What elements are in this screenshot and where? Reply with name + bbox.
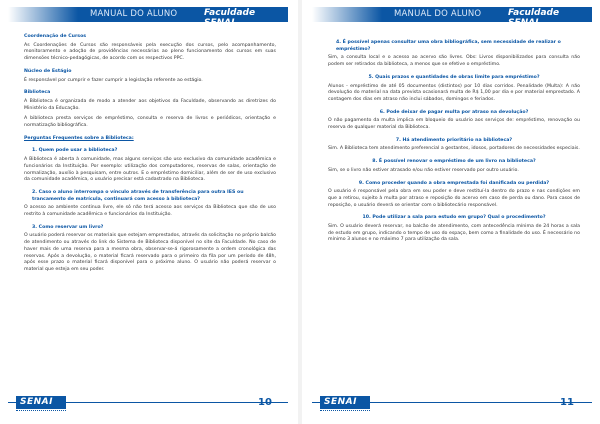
paragraph: Sim, se o livro não estiver atrasado e/ou não estiver reservado por outro usuário. <box>328 167 519 173</box>
page-content <box>24 34 276 278</box>
header-gradient <box>312 7 382 22</box>
paragraph: Sim. A Biblioteca tem atendimento preferencial a gestantes, idosos, portadores de necessidades especiais. <box>328 146 580 152</box>
paragraph: É responsável por cumprir e fazer cumprir a legislação referente ao estágio. <box>24 77 203 83</box>
senai-logo-underline <box>16 410 66 414</box>
header-manual-title: MANUAL DO ALUNO <box>90 9 178 19</box>
paragraph: O usuário é responsável pela obra em seu poder e deve restituí-la dentro do prazo e nas condições em que a retirou, sujeito à multa por atraso e reposição do acervo em caso de perda ou dano. Para casos de reposição, o usuário deverá se orientar com o bibliotecário responsável. <box>328 189 580 208</box>
page-content <box>328 34 580 248</box>
senai-logo <box>320 396 370 409</box>
page-header <box>8 7 288 28</box>
senai-logo-underline <box>320 410 370 414</box>
section-heading: Biblioteca <box>24 90 51 96</box>
paragraph: O não pagamento da multa implica em bloqueio do usuário aos serviços de: empréstimo, renovação ou reserva de qualquer material da Biblioteca. <box>328 118 580 131</box>
header-manual-title: MANUAL DO ALUNO <box>394 9 482 19</box>
senai-logo <box>16 396 66 409</box>
faq-question: 6. Pode deixar de pagar multa por atraso na devolução? <box>379 109 529 115</box>
section-heading: Coordenação de Cursos <box>24 34 87 39</box>
page-header <box>312 7 592 28</box>
faq-question: 3. Como reservar um livro? <box>32 224 104 230</box>
page-number: 11 <box>560 397 574 408</box>
faq-question: 9. Como proceder quando a obra emprestada foi danificada ou perdida? <box>358 180 550 186</box>
paragraph: Sim, a consulta local e o acesso ao acervo são livres. Obs: Livros disponibilizados para consulta não podem ser retirados da biblioteca, a menos que se efetive o empréstimo. <box>328 55 580 68</box>
paragraph: Alunos - empréstimo de até 05 documentos (distintos) por 10 dias corridos. Penalidade (Multa): A não devolução do material na data prevista ocasionará multa de R$ 1,00 por dia e por material emprestado. A contagem dos dias em atraso não inclui sábados, domingos e feriados. <box>328 83 580 102</box>
page-number: 10 <box>258 397 272 408</box>
page-10 <box>8 0 288 424</box>
page-11 <box>312 0 592 424</box>
senai-logo-text: SENAI <box>324 397 357 407</box>
paragraph: O usuário poderá reservar os materiais que estejam emprestados, através da solicitação no próprio balcão de atendimento ou através do link do Sistema de Biblioteca disponível no site da Faculdade. No caso de haver mais de uma reserva para a mesma obra, observar-se-á rigorosamente a ordem cronológica das reservas. Após a devolução, o material ficará reservado para o primeiro da fila por um período de 48h, após esse prazo o material ficará disponível para o próximo aluno. O usuário não poderá reservar o material que esteja em seu poder. <box>24 233 276 272</box>
header-faculdade-logo: Faculdade SENAI <box>204 8 256 28</box>
faq-question: 4. É possível apenas consultar uma obra bibliográfica, sem necessidade de realizar o empréstimo? <box>336 40 561 52</box>
paragraph: Sim. O usuário deverá reservar, no balcão de atendimento, com antecedência mínima de 24 horas a sala de estudo em grupo, indicando o tempo de uso do espaço, bem como a finalidade do uso. É necessário no mínimo 3 alunos e no máximo 7 para utilização da sala. <box>328 224 580 243</box>
senai-logo-text: SENAI <box>20 397 53 407</box>
header-gradient <box>8 7 78 22</box>
paragraph: A Biblioteca é organizada de modo a atender aos objetivos da Faculdade, observando as diretrizes do Ministério da Educação. <box>24 98 276 111</box>
faq-question: 1. Quem pode usar a biblioteca? <box>32 148 118 154</box>
faq-link[interactable]: Perguntas Frequentes sobre a Biblioteca: <box>24 135 134 141</box>
section-heading: Núcleo de Estágio <box>24 68 72 74</box>
page-gutter <box>298 0 302 424</box>
paragraph: A biblioteca presta serviços de empréstimo, consulta e reserva de livros e periódicos, orientação e normatização bibliográfica. <box>24 116 276 129</box>
page-footer <box>8 394 288 416</box>
paragraph: As Coordenações de Cursos são responsáveis pela execução dos cursos, pelo acompanhamento, monitoramento e adoção de providências necessárias ao pleno funcionamento dos cursos em suas dimensões técnico-pedagógicas, de acordo com os respectivos PPC. <box>24 42 276 62</box>
faq-question: 10. Pode utilizar a sala para estudo em grupo? Qual o procedimento? <box>362 215 546 221</box>
faq-question: 7. Há atendimento prioritário na biblioteca? <box>395 137 513 143</box>
faq-question: 2. Caso o aluno interrompa o vínculo através de transferência para outra IES ou trancamento de matrícula, continuará com acesso à biblioteca? <box>32 189 244 202</box>
faq-question: 5. Quais prazos e quantidades de obras limite para empréstimo? <box>368 74 540 80</box>
page-footer <box>312 394 592 416</box>
header-faculdade-logo: Faculdade SENAI <box>508 8 560 28</box>
paragraph: A Biblioteca é aberta à comunidade, mas alguns serviços são uso exclusivo da comunidade acadêmica e funcionários da Instituição. Por exemplo: utilização dos computadores, reservas de salas, orientação de normalização, auxílio à pesquisam, entre outros. E o empréstimo domiciliar, além de ser de uso exclusivo da comunidade acadêmica, o usuário precisar está cadastrado na Biblioteca. <box>24 157 276 183</box>
faq-question: 8. É possível renovar o empréstimo de um livro na biblioteca? <box>372 159 536 165</box>
paragraph: O acesso ao ambiente continua livre, ele só não terá acesso aos serviços da Biblioteca que são de uso restrito à comunidade acadêmica e funcionários da Instituição. <box>24 205 276 218</box>
